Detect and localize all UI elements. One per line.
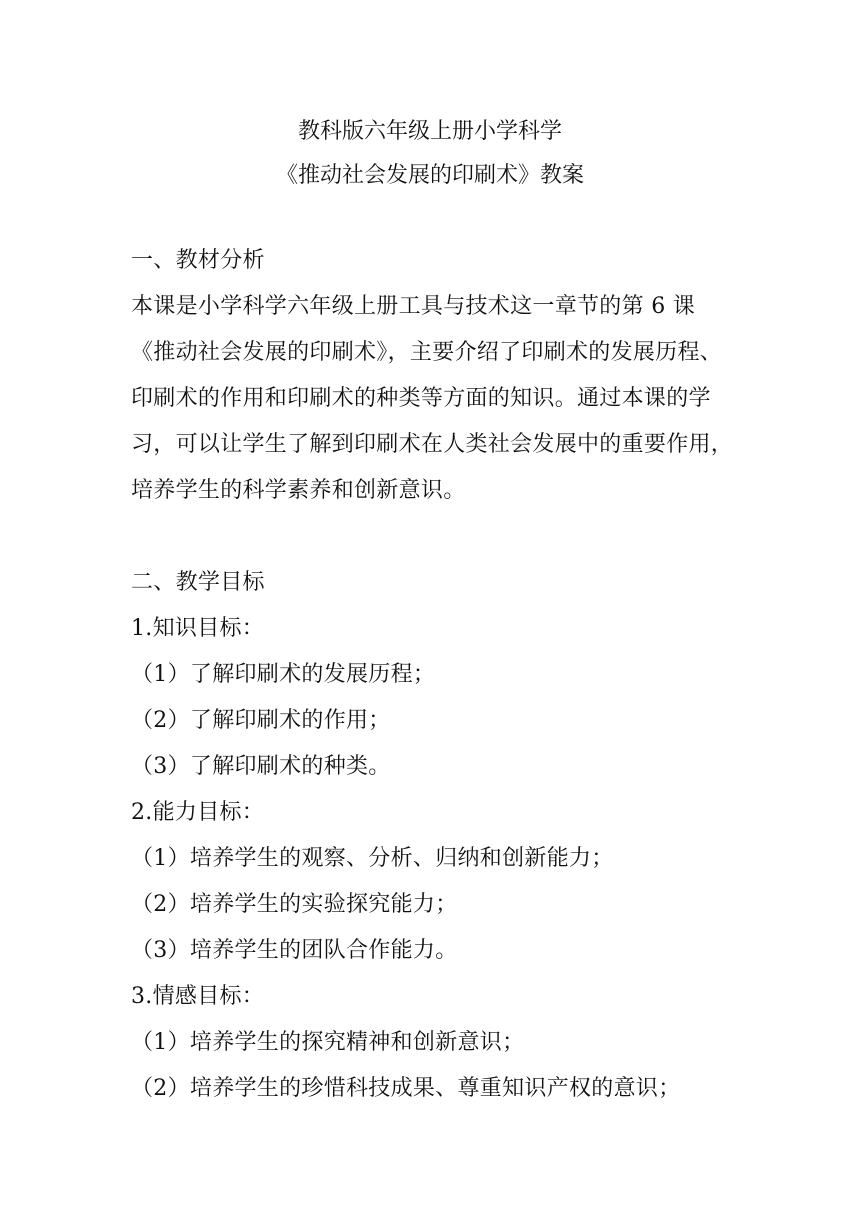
goal-item: （3）了解印刷术的种类。 bbox=[131, 754, 391, 779]
paragraph-line: 习，可以让学生了解到印刷术在人类社会发展中的重要作用， bbox=[131, 432, 734, 457]
goal-ability-title: 2.能力目标： bbox=[131, 800, 265, 825]
title-line-1: 教科版六年级上册小学科学 bbox=[297, 119, 562, 144]
goal-item: （1）培养学生的观察、分析、归纳和创新能力； bbox=[131, 846, 614, 871]
goal-emotion-title: 3.情感目标： bbox=[131, 984, 265, 1009]
section-heading-material-analysis: 一、教材分析 bbox=[131, 248, 265, 273]
paragraph-line: 本课是小学科学六年级上册工具与技术这一章节的第 6 课 bbox=[131, 294, 696, 319]
goal-item: （2）培养学生的珍惜科技成果、尊重知识产权的意识； bbox=[131, 1076, 681, 1101]
goal-item: （3）培养学生的团队合作能力。 bbox=[131, 938, 458, 963]
goal-item: （2）培养学生的实验探究能力； bbox=[131, 892, 458, 917]
document-title bbox=[0, 110, 860, 198]
document-body bbox=[131, 238, 743, 1112]
paragraph-line: 印刷术的作用和印刷术的种类等方面的知识。通过本课的学 bbox=[131, 386, 711, 411]
material-analysis-paragraph bbox=[131, 284, 743, 514]
blank-line bbox=[131, 514, 743, 560]
goal-item: （1）培养学生的探究精神和创新意识； bbox=[131, 1030, 525, 1055]
goal-item: （2）了解印刷术的作用； bbox=[131, 708, 391, 733]
title-line-2: 《推动社会发展的印刷术》教案 bbox=[275, 163, 584, 188]
paragraph-line: 《推动社会发展的印刷术》，主要介绍了印刷术的发展历程、 bbox=[131, 340, 723, 365]
section-heading-teaching-goals: 二、教学目标 bbox=[131, 570, 265, 595]
goal-item: （1）了解印刷术的发展历程； bbox=[131, 662, 436, 687]
goal-knowledge-title: 1.知识目标： bbox=[131, 616, 265, 641]
paragraph-line: 培养学生的科学素养和创新意识。 bbox=[131, 478, 466, 503]
